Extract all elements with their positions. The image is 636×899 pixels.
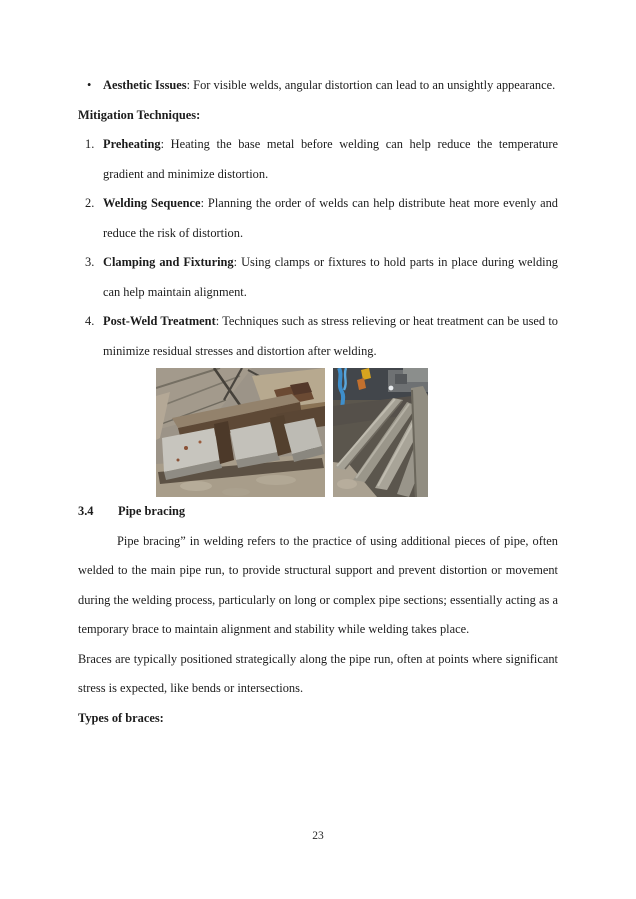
figures-row bbox=[156, 368, 558, 497]
section-number: 3.4 bbox=[78, 504, 94, 518]
list-item-text bbox=[103, 130, 558, 189]
list-item-body: : Techniques such as stress relieving or heat treatment can be used to minimize residual stresses and distortion after welding. bbox=[103, 314, 558, 358]
list-number: 2. bbox=[85, 196, 95, 210]
list-item-preheating bbox=[78, 130, 558, 189]
list-item-text bbox=[103, 189, 558, 248]
list-item-body: : Planning the order of welds can help distribute heat more evenly and reduce the risk of distortion. bbox=[103, 196, 558, 240]
bullet-item-body: : For visible welds, angular distortion can lead to an unsightly appearance. bbox=[186, 78, 556, 92]
section-heading bbox=[78, 497, 558, 527]
list-item-term: Welding Sequence bbox=[103, 196, 201, 210]
list-item-body: : Using clamps or fixtures to hold parts in place during welding can help maintain alignment. bbox=[103, 255, 558, 299]
list-item-term: Clamping and Fixturing bbox=[103, 255, 234, 269]
paragraph-braces-positioning: Braces are typically positioned strategically along the pipe run, often at points where significant stress is expected, like bends or intersections. bbox=[78, 651, 558, 695]
list-item-post-weld-treatment bbox=[78, 307, 558, 366]
list-number: 3. bbox=[85, 255, 95, 269]
list-item-welding-sequence bbox=[78, 189, 558, 248]
bullet-item-term: Aesthetic Issues bbox=[103, 78, 187, 92]
list-item-text bbox=[103, 248, 558, 307]
document-body bbox=[78, 71, 558, 733]
page-number: 23 bbox=[312, 830, 324, 842]
list-item-term: Post-Weld Treatment bbox=[103, 314, 216, 328]
section-title: Pipe bracing bbox=[118, 504, 186, 518]
workshop-photo-right bbox=[333, 368, 428, 497]
bullet-marker: • bbox=[87, 78, 92, 92]
list-number: 1. bbox=[85, 137, 95, 151]
workshop-photo-left bbox=[156, 368, 325, 497]
list-item-clamping-fixturing bbox=[78, 248, 558, 307]
braced-steel-sections-photo bbox=[333, 368, 428, 497]
list-item-term: Preheating bbox=[103, 137, 161, 151]
formed-steel-channels-photo bbox=[156, 368, 325, 497]
list-item-body: : Heating the base metal before welding can help reduce the temperature gradient and minimize distortion. bbox=[103, 137, 558, 181]
bullet-item-aesthetic-issues bbox=[78, 71, 558, 101]
mitigation-heading: Mitigation Techniques: bbox=[78, 107, 201, 122]
paragraph-pipe-bracing: Pipe bracing” in welding refers to the practice of using additional pieces of pipe, often welded to the main pipe run, to provide structural support and prevent distortion or movement during the welding process, particularly on long or complex pipe sections; essentially acting as a temporary brace to maintain alignment and stability while welding takes place. bbox=[78, 533, 558, 636]
list-number: 4. bbox=[85, 314, 95, 328]
types-of-braces-heading: Types of braces: bbox=[78, 710, 164, 725]
bullet-item-text bbox=[103, 71, 558, 101]
list-item-text bbox=[103, 307, 558, 366]
